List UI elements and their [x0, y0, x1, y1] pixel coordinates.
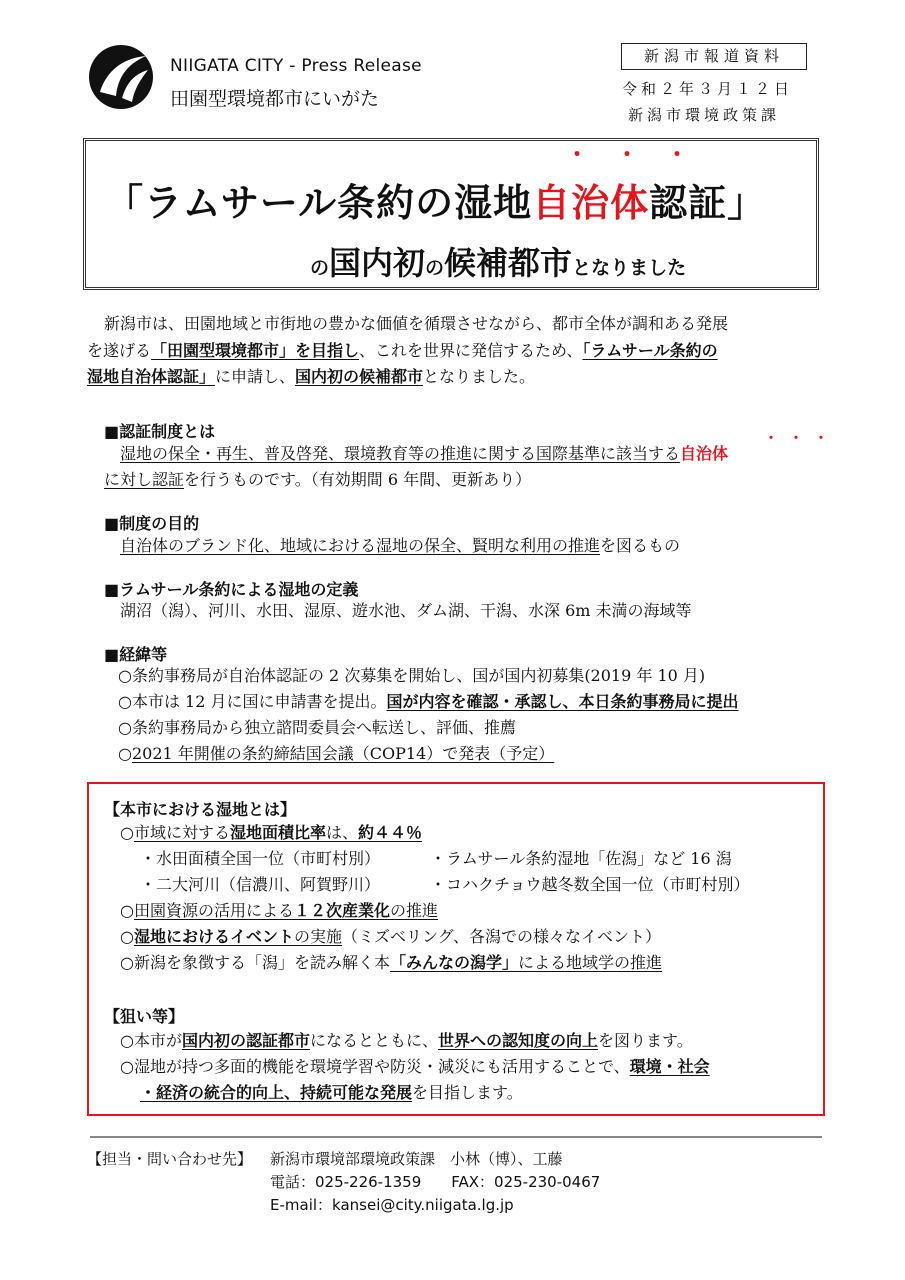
contact-label: 【担当・問い合わせ先】: [87, 1150, 253, 1168]
wetland-text: ○新潟を象徴する「潟」を読み解く本: [120, 953, 390, 972]
intro-emphasis: 湿地自治体認証」: [87, 367, 216, 386]
history-bullet: ○: [118, 744, 132, 763]
history-item-3: ○条約事務局から独立諮問委員会へ転送し、評価、推薦: [118, 718, 516, 737]
aim-text: ○湿地が持つ多面的機能を環境学習や防災・減災にも活用することで、: [120, 1057, 630, 1076]
history-item-4: [118, 743, 554, 765]
title2-candidate-city: 候補都市: [444, 244, 573, 282]
purpose-heading: ■制度の目的: [104, 514, 200, 533]
intro-emphasis: 「ラムサール条約の: [582, 341, 718, 360]
bullet: ○: [120, 901, 134, 920]
cert-heading: ■認証制度とは: [104, 422, 216, 441]
definition-heading: ■ラムサール条約による湿地の定義: [104, 580, 359, 599]
wetland-fact-2: ・ラムサール条約湿地「佐潟」など 16 潟: [430, 849, 732, 868]
intro-emphasis: 「田園型環境都市」を目指し: [151, 341, 360, 360]
title-highlight: 自治体: [532, 181, 650, 225]
wetland-heading: 【本市における湿地とは】: [104, 800, 297, 819]
title-emphasis-dots: ・・・: [566, 142, 717, 168]
wetland-text: 田園資源の活用による: [133, 901, 294, 920]
aim-text: になるとともに、: [309, 1031, 438, 1050]
release-date: 令和２年３月１２日: [622, 80, 794, 98]
wetland-events: [120, 926, 661, 948]
contact-email[interactable]: E-mail：kansei@city.niigata.lg.jp: [270, 1196, 514, 1214]
brand-english: NIIGATA CITY - Press Release: [170, 56, 422, 76]
history-item-2: [118, 691, 739, 713]
footer-divider: [90, 1136, 822, 1138]
bullet: ○: [120, 823, 134, 842]
bullet: ○: [120, 927, 134, 946]
wetland-text: の推進: [390, 901, 439, 920]
aim-emphasis: 世界への認知度の向上: [438, 1031, 599, 1050]
purpose-text: 自治体のブランド化、地域における湿地の保全、賢明な利用の推進: [120, 536, 601, 555]
purpose-tail: を図るもの: [600, 536, 681, 555]
title2-particle: の: [310, 257, 330, 279]
intro-line-2: [87, 340, 718, 362]
title-text: 「ラムサール条約の湿地: [105, 181, 533, 225]
history-item-1: ○条約事務局が自治体認証の 2 次募集を開始し、国が国内初募集(2019 年 10 月): [118, 666, 706, 685]
title2-ending: となりました: [572, 257, 687, 279]
title-line-1: [105, 172, 766, 227]
history-emphasis: 国が内容を確認・承認し、本日条約事務局に提出: [386, 692, 739, 711]
wetland-text: は、: [326, 823, 359, 842]
contact-phone-fax: 電話：025-226-1359 FAX：025-230-0467: [270, 1173, 601, 1191]
intro-text: となりました。: [423, 367, 536, 386]
definition-line: 湖沼（潟）、河川、水田、湿原、遊水池、ダム湖、干潟、水深 6m 未満の海域等: [120, 601, 692, 620]
wetland-emphasis: １２次産業化: [293, 901, 390, 920]
history-text: ○本市は 12 月に国に申請書を提出。: [118, 692, 387, 711]
contact-department: 新潟市環境部環境政策課 小林（博）、工藤: [270, 1150, 563, 1168]
wetland-fact-3: ・二大河川（信濃川、阿賀野川）: [140, 875, 381, 894]
release-department: 新潟市環境政策課: [628, 106, 781, 124]
aim-text: ○本市が: [120, 1031, 182, 1050]
aim-emphasis: 環境・社会: [629, 1057, 710, 1076]
history-heading: ■経緯等: [104, 645, 168, 664]
wetland-fact-1: ・水田面積全国一位（市町村別）: [140, 849, 381, 868]
wetland-fact-4: ・コハクチョウ越冬数全国一位（市町村別）: [430, 875, 750, 894]
intro-emphasis: 国内初の候補都市: [295, 367, 424, 386]
brand-japanese: 田園型環境都市にいがた: [170, 88, 380, 110]
wetland-book: [120, 952, 662, 974]
aim-line-3: [140, 1082, 523, 1104]
aim-text: を目指します。: [412, 1083, 523, 1102]
cert-text: に対し認証: [104, 470, 185, 489]
wetland-text: 市域に対する: [133, 823, 230, 842]
wetland-book-title: 「みんなの潟学」: [389, 953, 518, 972]
intro-line-3: [87, 366, 535, 388]
wetland-emphasis: 湿地面積比率: [229, 823, 326, 842]
wetland-ratio: [120, 822, 422, 844]
intro-text: 、これを世界に発信するため、: [359, 341, 583, 360]
wetland-industry: [120, 900, 438, 922]
wetland-text: （ミズベリング、各潟での様々なイベント）: [342, 927, 662, 946]
title2-first-in-japan: 国内初: [329, 244, 426, 282]
cert-highlight: 自治体: [680, 444, 729, 463]
title2-particle: の: [425, 257, 445, 279]
aim-emphasis: ・経済の統合的向上、持続可能な発展: [140, 1083, 413, 1102]
intro-text: に申請し、: [215, 367, 296, 386]
wetland-emphasis: 湿地におけるイベント: [133, 927, 294, 946]
title-text-end: 認証」: [649, 181, 767, 225]
wetland-percent: 約４４％: [358, 823, 423, 842]
intro-text: を遂げる: [87, 341, 152, 360]
cert-line-1: [120, 443, 728, 465]
history-text: 2021 年開催の条約締結国会議（COP14）で発表（予定）: [131, 744, 555, 763]
aim-line-1: [120, 1030, 693, 1052]
intro-line-1: 新潟市は、田園地域と市街地の豊かな価値を循環させながら、都市全体が調和ある発展: [104, 314, 729, 333]
aim-emphasis: 国内初の認証都市: [181, 1031, 310, 1050]
wetland-text: の実施: [293, 927, 342, 946]
purpose-line: [120, 535, 680, 557]
aim-heading: 【狙い等】: [104, 1007, 185, 1026]
niigata-city-logo: [88, 44, 154, 110]
cert-text: を行うものです。（有効期間 6 年間、更新あり）: [184, 470, 532, 489]
title-line-2: [310, 238, 686, 284]
aim-line-2: [120, 1056, 710, 1078]
wetland-text: による地域学の推進: [517, 953, 662, 972]
cert-line-2: [104, 469, 531, 491]
cert-text: 湿地の保全・再生、普及啓発、環境教育等の推進に関する国際基準に該当する: [120, 444, 681, 463]
aim-text: を図ります。: [598, 1031, 693, 1050]
cert-emphasis-dots: ・・・: [764, 431, 839, 447]
press-release-label: 新潟市報道資料: [621, 43, 807, 70]
